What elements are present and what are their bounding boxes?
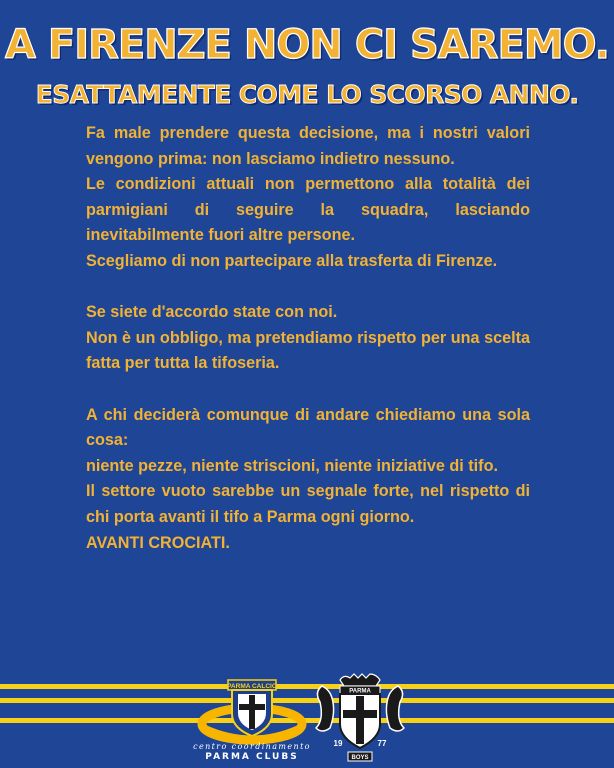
centro-label: centro coordinamento <box>193 742 311 751</box>
clubs-label: PARMA CLUBS <box>205 752 299 762</box>
paragraph-decision: Scegliamo di non partecipare alla trasferta di Firenze. <box>86 251 498 270</box>
crest-banner-text: PARMA <box>349 688 371 695</box>
lion-left-icon <box>316 686 334 731</box>
paragraph-agree: Se siete d'accordo state con noi. <box>86 303 338 322</box>
paragraph-values: Fa male prendere questa decisione, ma i nostri valori vengono prima: non lasciamo indietro nessuno. <box>86 124 530 168</box>
paragraph-conditions: Le condizioni attuali non permettono alla totalità dei parmigiani di seguire la squadra, lasciando inevitabilmente fuori altre persone. <box>86 175 530 245</box>
paragraph-gap <box>86 275 530 301</box>
paragraph-no-banners: niente pezze, niente striscioni, niente iniziative di tifo. <box>86 456 498 475</box>
paragraph-empty-sector: Il settore vuoto sarebbe un segnale forte, nel rispetto di chi porta avanti il tifo a Parma ogni giorno. <box>86 482 530 526</box>
crest-cross-icon <box>356 696 364 744</box>
crown-icon <box>340 674 380 686</box>
cross-icon <box>249 695 255 729</box>
crest-year-left: 19 <box>333 739 343 748</box>
paragraph-request: A chi deciderà comunque di andare chiediamo una sola cosa: <box>86 405 530 450</box>
logo-banner-text: PARMA CALCIO <box>227 683 277 690</box>
boys-parma-crest <box>310 672 410 764</box>
statement-body <box>86 121 530 556</box>
crest-bottom-text: BOYS <box>351 755 369 761</box>
cross-bar <box>239 704 265 710</box>
paragraph-respect: Non è un obbligo, ma pretendiamo rispetto per una scelta fatta per tutta la tifoseria. <box>86 328 530 373</box>
paragraph-closing: AVANTI CROCIATI. <box>86 533 230 552</box>
crest-year-right: 77 <box>377 739 387 748</box>
paragraph-gap <box>86 377 530 403</box>
lion-right-icon <box>386 686 404 731</box>
headline: A FIRENZE NON CI SAREMO. <box>4 22 609 68</box>
subheadline: ESATTAMENTE COME LO SCORSO ANNO. <box>35 80 579 109</box>
crest-cross-bar <box>343 710 377 718</box>
footer-logos <box>0 668 614 768</box>
